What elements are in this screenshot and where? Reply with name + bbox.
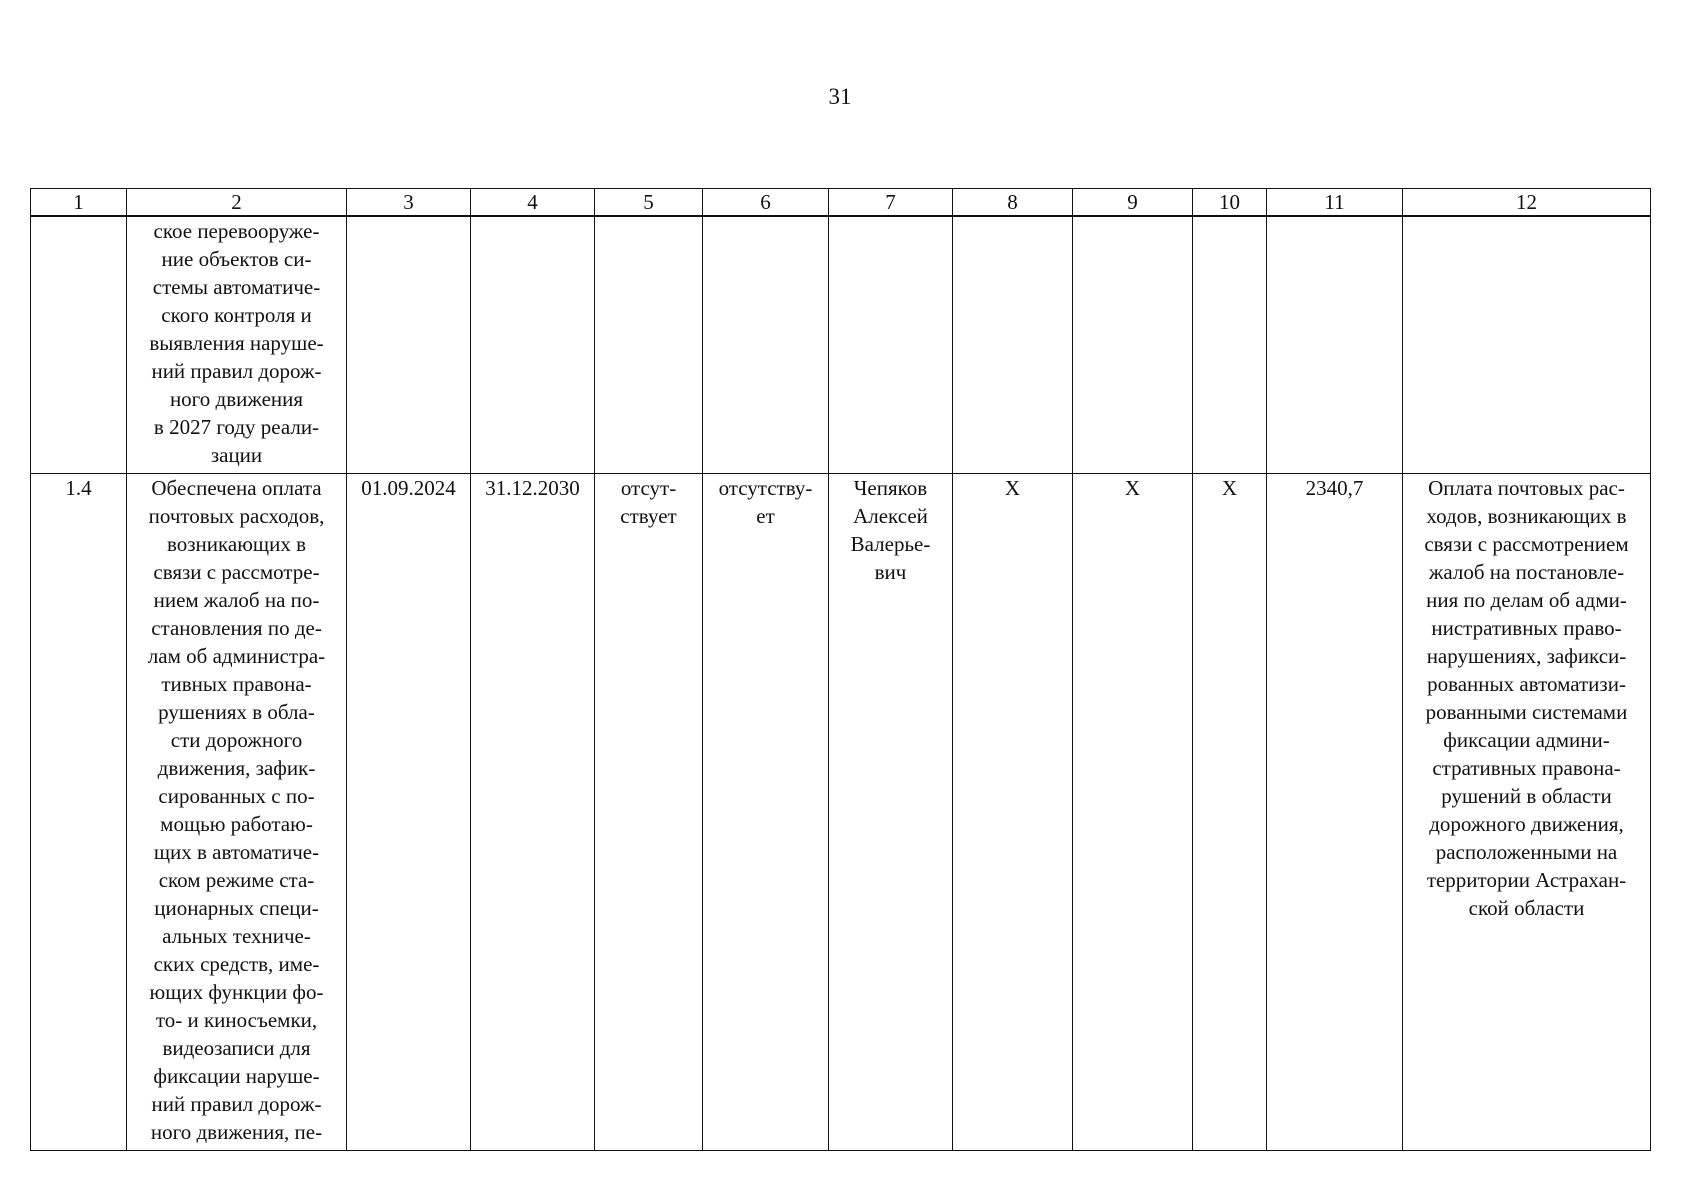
table-header-row	[31, 189, 1651, 217]
cell-col-5	[595, 216, 703, 474]
cell-start-date	[347, 216, 471, 474]
cell-amount	[1267, 216, 1403, 474]
cell-number: 1.4	[31, 474, 127, 1151]
column-header: 3	[347, 189, 471, 217]
cell-responsible	[829, 216, 953, 474]
cell-amount: 2340,7	[1267, 474, 1403, 1151]
column-header: 1	[31, 189, 127, 217]
cell-col-10	[1193, 216, 1267, 474]
cell-col-8: Х	[953, 474, 1073, 1151]
column-header: 6	[703, 189, 829, 217]
cell-end-date: 31.12.2030	[471, 474, 595, 1151]
cell-result-name: Обеспечена оплата почтовых расходов, возникающих в связи с рассмотре- нием жалоб на по- становления по де- лам об администра- тивных правона- рушениях в обла- сти дорожного движения, зафик- сированных с по- мощью работаю- щих в автоматиче- ском режиме ста- ционарных специ- альных техниче- ских средств, име- ющих функции фо- то- и киносъемки, видеозаписи для фиксации наруше- ний правил дорож- ного движения, пе-	[127, 474, 347, 1151]
table-row	[31, 474, 1651, 1151]
column-header: 7	[829, 189, 953, 217]
cell-description	[1403, 216, 1651, 474]
cell-col-8	[953, 216, 1073, 474]
cell-col-9: Х	[1073, 474, 1193, 1151]
cell-number	[31, 216, 127, 474]
cell-col-9	[1073, 216, 1193, 474]
cell-col-10: Х	[1193, 474, 1267, 1151]
cell-start-date: 01.09.2024	[347, 474, 471, 1151]
page-number: 31	[828, 84, 852, 109]
cell-responsible: Чепяков Алексей Валерье- вич	[829, 474, 953, 1151]
cell-col-6	[703, 216, 829, 474]
table-row	[31, 216, 1651, 474]
cell-result-name: ское перевооруже- ние объектов си- стемы автоматиче- ского контроля и выявления наруше- ний правил дорож- ного движения в 2027 году реали- зации	[127, 216, 347, 474]
column-header: 12	[1403, 189, 1651, 217]
cell-col-5: отсут- ствует	[595, 474, 703, 1151]
column-header: 5	[595, 189, 703, 217]
column-header: 2	[127, 189, 347, 217]
column-header: 10	[1193, 189, 1267, 217]
cell-col-6: отсутству- ет	[703, 474, 829, 1151]
column-header: 11	[1267, 189, 1403, 217]
column-header: 4	[471, 189, 595, 217]
cell-description: Оплата почтовых рас- ходов, возникающих в связи с рассмотрением жалоб на постановле- ния по делам об адми- нистративных право- нарушениях, зафикси- рованных автоматизи- рованными системами фиксации админи- стративных правона- рушений в области дорожного движения, расположенными на территории Астрахан- ской области	[1403, 474, 1651, 1151]
plan-table	[30, 188, 1651, 1151]
cell-end-date	[471, 216, 595, 474]
column-header: 8	[953, 189, 1073, 217]
column-header: 9	[1073, 189, 1193, 217]
